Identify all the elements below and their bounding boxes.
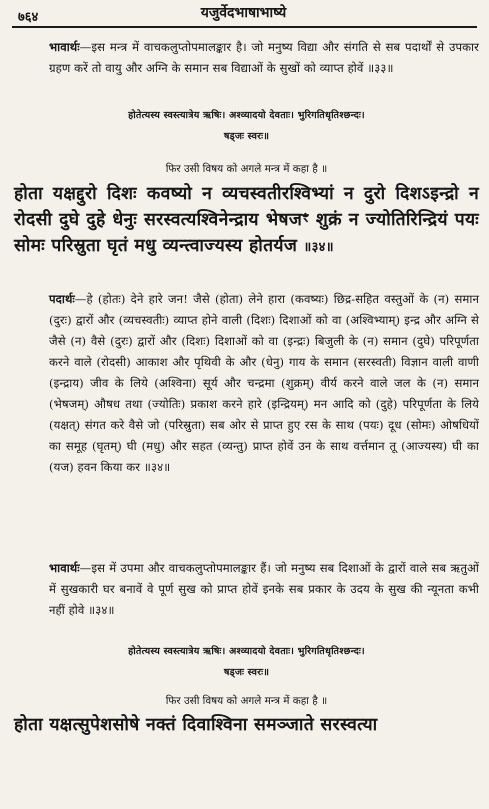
padarth-label: पदार्थः (49, 292, 75, 306)
mantra-34 (14, 181, 479, 261)
swara: षड्जः स्वरः॥ (223, 667, 270, 678)
bhavarth-paragraph-33 (14, 37, 479, 79)
mantra-35 (14, 712, 479, 738)
bhavarth-text: —इस में उपमा और वाचकलुप्तोपमालङ्कार हैं। जो मनुष्य सब दिशाओं के द्वारों वाले सब ऋतुओं में सुखकारी घर बनावें वे पूर्ण सुख को प्राप्त होवें इनके सब प्रकार के उदय के सुख की न्यूनता कभी नहीं होवे ॥३४॥ (49, 561, 479, 617)
bhavarth-label: भावार्थः (49, 40, 80, 54)
rishi-devata-chhanda: होतेत्यस्य स्वस्त्यात्रेय ऋषिः। अश्व्यादयो देवताः। भुरिगतिधृतिश्छन्दः। (128, 110, 365, 121)
bhavarth-label: भावार्थः (49, 561, 80, 575)
mantra-intro: फिर उसी विषय को अगले मन्त्र में कहा है ॥ (165, 163, 328, 175)
padarth-paragraph (14, 289, 479, 478)
bhavarth-paragraph-34 (14, 558, 479, 621)
running-title: यजुर्वेदभाषाभाष्ये (200, 5, 287, 21)
mantra-text: होता यक्षत्सुपेशसोषे नक्तं दिवाश्विना समञ्जाते सरस्वत्या (14, 715, 378, 735)
header-rule (12, 26, 477, 28)
page-header (12, 3, 475, 23)
rishi-devata-chhanda: होतेत्यस्य स्वस्त्यात्रेय ऋषिः। अश्व्यादयो देवताः। भुरिगतिधृतिश्छन्दः। (128, 646, 365, 657)
swara: षड्जः स्वरः॥ (223, 131, 270, 142)
bhavarth-text: —इस मन्त्र में वाचकलुप्तोपमालङ्कार है। जो मनुष्य विद्या और संगति से सब पदार्थों से उपकार ग्रहण करें तो वायु और अग्नि के समान सब विद्याओं के सुखों को व्याप्त होवें ॥३३॥ (49, 40, 479, 75)
mantra-text: होता यक्षद्दुरो दिशः कवष्यो न व्यचस्वतीरश्विभ्यां न दुरो दिशऽइन्द्रो न रोदसी दुघे दुहे धेनुः सरस्वत्यश्विनेन्द्राय भेषजꣳ शुक्रं न ज्योतिरिन्द्रियं पयः सोमः परिस्रुता घृतं मधु व्यन्त्वाज्यस्य होतर्यज (14, 184, 479, 256)
rishi-devata-line (14, 105, 479, 147)
mantra-intro: फिर उसी विषय को अगले मन्त्र में कहा है ॥ (165, 695, 328, 707)
page-number: ७६४ (18, 10, 39, 25)
rishi-devata-line (14, 641, 479, 683)
padarth-text: —हे (होतः) देने हारे जन! जैसे (होता) लेने हारा (कवष्यः) छिद्र-सहित वस्तुओं के (न) समान (दुरः) द्वारों और (व्यचस्वतीः) व्याप्त होने वाली (दिशः) दिशाओं को वा (अश्विभ्याम्) इन्द्र और अग्नि से जैसे (न) वैसे (दुरः) द्वारों और (दिशः) दिशाओं को वा (इन्द्रः) बिजुली के (न) समान (दुघे) परिपूर्णता करने वाले (रोदसी) आकाश और पृथिवी के और (धेनु) गाय के समान (सरस्वती) विज्ञान वाली वाणी (इन्द्राय) जीव के लिये (अश्विना) सूर्य और चन्द्रमा (शुक्रम्) वीर्य करने वाले जल के (न) समान (भेषजम्) औषध तथा (ज्योतिः) प्रकाश करने हारे (इन्द्रियम्) मन आदि को (दुहे) परिपूर्णता के लिये (यक्षत्) संगत करे वैसे जो (परिस्रुता) सब ओर से प्राप्त हुए रस के साथ (पयः) दूध (सोमः) ओषधियों का समूह (घृतम्) घी (मधु) और सहत (व्यन्तु) प्राप्त होवें उन के साथ वर्त्तमान तू (आज्यस्य) घी का (यज) हवन किया कर ॥३४॥ (49, 292, 479, 474)
mantra-number: ॥३४॥ (303, 240, 334, 255)
